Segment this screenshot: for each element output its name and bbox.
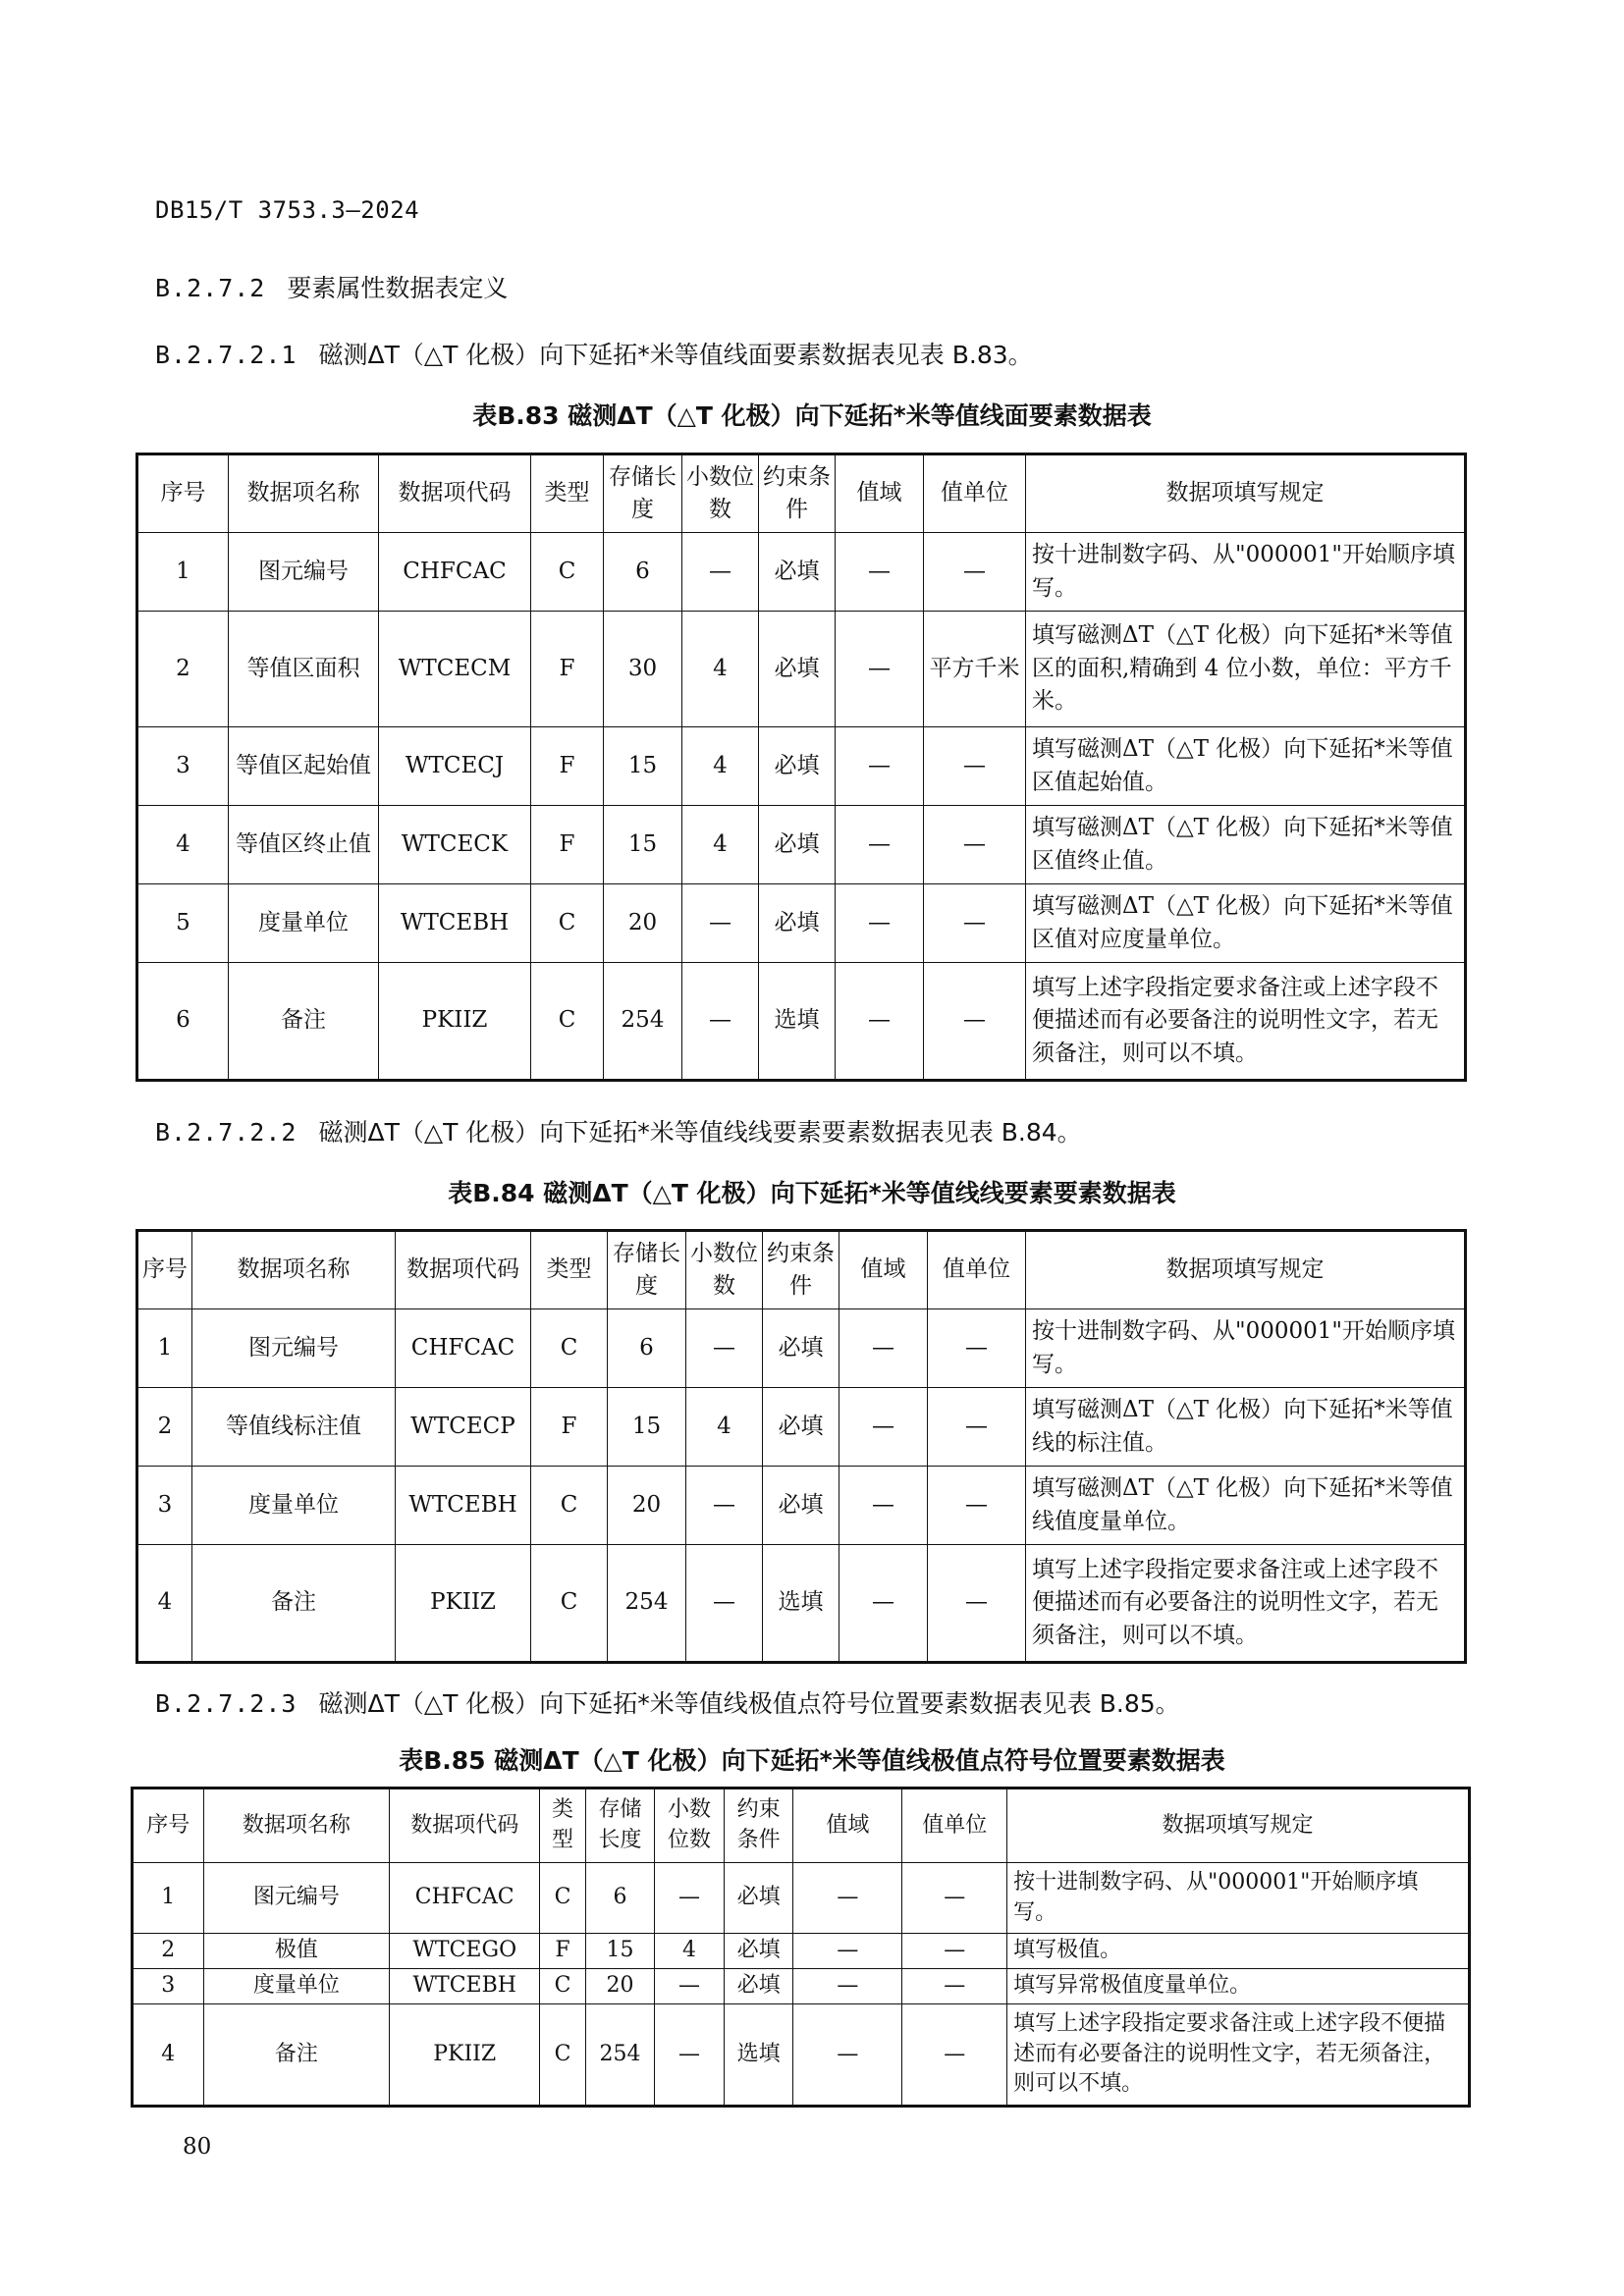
header-code: 数据项代码 bbox=[396, 1231, 531, 1309]
cell-seq: 2 bbox=[137, 612, 229, 727]
cell-seq: 2 bbox=[133, 1934, 204, 1969]
subsection-2 bbox=[155, 1113, 1082, 1148]
cell-unit: — bbox=[928, 1467, 1026, 1545]
cell-rule: 填写异常极值度量单位。 bbox=[1007, 1969, 1470, 2004]
cell-length: 20 bbox=[608, 1467, 686, 1545]
cell-domain: — bbox=[836, 806, 924, 884]
header-constraint: 约束条件 bbox=[724, 1789, 793, 1863]
cell-seq: 2 bbox=[137, 1388, 192, 1467]
cell-constraint: 必填 bbox=[759, 727, 836, 806]
section-title: 要素属性数据表定义 bbox=[287, 274, 509, 302]
cell-name: 备注 bbox=[192, 1545, 396, 1663]
cell-type: C bbox=[531, 884, 604, 963]
cell-domain: — bbox=[836, 533, 924, 612]
cell-decimals: 4 bbox=[686, 1388, 763, 1467]
cell-code: WTCEGO bbox=[390, 1934, 540, 1969]
subsection-3-text: 磁测ΔT（△T 化极）向下延拓*米等值线极值点符号位置要素数据表见表 B.85。 bbox=[318, 1689, 1180, 1718]
cell-name: 度量单位 bbox=[203, 1969, 390, 2004]
cell-seq: 6 bbox=[137, 963, 229, 1081]
cell-decimals: — bbox=[686, 1545, 763, 1663]
table-row bbox=[137, 727, 1466, 806]
cell-code: WTCECJ bbox=[379, 727, 531, 806]
header-seq: 序号 bbox=[133, 1789, 204, 1863]
cell-constraint: 必填 bbox=[763, 1309, 839, 1388]
cell-decimals: 4 bbox=[682, 806, 759, 884]
cell-seq: 4 bbox=[137, 1545, 192, 1663]
cell-length: 254 bbox=[585, 2004, 655, 2107]
subsection-3-number: B.2.7.2.3 bbox=[155, 1689, 298, 1718]
subsection-1 bbox=[155, 336, 1033, 371]
cell-constraint: 必填 bbox=[724, 1969, 793, 2004]
cell-constraint: 选填 bbox=[763, 1545, 839, 1663]
cell-length: 15 bbox=[585, 1934, 655, 1969]
cell-unit: — bbox=[928, 1545, 1026, 1663]
cell-code: CHFCAC bbox=[390, 1863, 540, 1934]
cell-seq: 1 bbox=[133, 1863, 204, 1934]
cell-decimals: — bbox=[682, 533, 759, 612]
cell-code: PKIIZ bbox=[379, 963, 531, 1081]
header-unit: 值单位 bbox=[928, 1231, 1026, 1309]
header-domain: 值域 bbox=[839, 1231, 928, 1309]
cell-constraint: 必填 bbox=[759, 533, 836, 612]
cell-name: 等值区起始值 bbox=[229, 727, 379, 806]
cell-code: WTCEBH bbox=[396, 1467, 531, 1545]
header-unit: 值单位 bbox=[902, 1789, 1007, 1863]
cell-decimals: — bbox=[682, 963, 759, 1081]
cell-seq: 3 bbox=[137, 1467, 192, 1545]
header-domain: 值域 bbox=[836, 454, 924, 533]
cell-rule: 填写磁测ΔT（△T 化极）向下延拓*米等值线值度量单位。 bbox=[1026, 1467, 1466, 1545]
table-row bbox=[133, 2004, 1470, 2107]
cell-type: C bbox=[540, 1863, 585, 1934]
cell-domain: — bbox=[793, 1969, 902, 2004]
cell-unit: 平方千米 bbox=[924, 612, 1026, 727]
table-b85-header-row bbox=[133, 1789, 1470, 1863]
cell-unit: — bbox=[924, 963, 1026, 1081]
header-rule: 数据项填写规定 bbox=[1007, 1789, 1470, 1863]
cell-name: 度量单位 bbox=[192, 1467, 396, 1545]
cell-constraint: 必填 bbox=[724, 1934, 793, 1969]
cell-domain: — bbox=[836, 727, 924, 806]
header-rule: 数据项填写规定 bbox=[1026, 454, 1466, 533]
subsection-1-number: B.2.7.2.1 bbox=[155, 341, 298, 369]
cell-rule: 填写磁测ΔT（△T 化极）向下延拓*米等值区的面积,精确到 4 位小数，单位：平方千米。 bbox=[1026, 612, 1466, 727]
cell-length: 20 bbox=[585, 1969, 655, 2004]
cell-type: F bbox=[531, 727, 604, 806]
cell-length: 30 bbox=[604, 612, 682, 727]
cell-domain: — bbox=[839, 1388, 928, 1467]
cell-name: 度量单位 bbox=[229, 884, 379, 963]
table-row bbox=[137, 612, 1466, 727]
cell-constraint: 必填 bbox=[759, 806, 836, 884]
cell-rule: 按十进制数字码、从"000001"开始顺序填写。 bbox=[1026, 533, 1466, 612]
header-type: 类型 bbox=[531, 454, 604, 533]
cell-rule: 填写上述字段指定要求备注或上述字段不便描述而有必要备注的说明性文字，若无须备注，则可以不填。 bbox=[1026, 963, 1466, 1081]
cell-domain: — bbox=[836, 963, 924, 1081]
cell-length: 6 bbox=[608, 1309, 686, 1388]
cell-length: 20 bbox=[604, 884, 682, 963]
cell-decimals: — bbox=[655, 2004, 725, 2107]
cell-name: 图元编号 bbox=[192, 1309, 396, 1388]
table-row bbox=[137, 884, 1466, 963]
cell-domain: — bbox=[836, 884, 924, 963]
cell-seq: 1 bbox=[137, 1309, 192, 1388]
cell-name: 图元编号 bbox=[203, 1863, 390, 1934]
cell-constraint: 必填 bbox=[759, 612, 836, 727]
table-row bbox=[137, 1309, 1466, 1388]
table-b83-header-row bbox=[137, 454, 1466, 533]
cell-rule: 填写磁测ΔT（△T 化极）向下延拓*米等值线的标注值。 bbox=[1026, 1388, 1466, 1467]
header-type: 类型 bbox=[540, 1789, 585, 1863]
header-type: 类型 bbox=[531, 1231, 608, 1309]
header-constraint: 约束条件 bbox=[759, 454, 836, 533]
cell-rule: 填写磁测ΔT（△T 化极）向下延拓*米等值区值对应度量单位。 bbox=[1026, 884, 1466, 963]
cell-rule: 按十进制数字码、从"000001"开始顺序填写。 bbox=[1007, 1863, 1470, 1934]
cell-code: PKIIZ bbox=[390, 2004, 540, 2107]
cell-domain: — bbox=[836, 612, 924, 727]
cell-type: C bbox=[531, 533, 604, 612]
cell-rule: 填写上述字段指定要求备注或上述字段不便描述而有必要备注的说明性文字，若无须备注，则可以不填。 bbox=[1007, 2004, 1470, 2107]
cell-constraint: 必填 bbox=[759, 884, 836, 963]
section-heading bbox=[155, 269, 508, 304]
cell-code: WTCECP bbox=[396, 1388, 531, 1467]
cell-decimals: 4 bbox=[682, 727, 759, 806]
cell-domain: — bbox=[793, 1934, 902, 1969]
cell-name: 等值区面积 bbox=[229, 612, 379, 727]
cell-name: 图元编号 bbox=[229, 533, 379, 612]
cell-type: C bbox=[540, 1969, 585, 2004]
header-seq: 序号 bbox=[137, 454, 229, 533]
cell-type: C bbox=[540, 2004, 585, 2107]
cell-domain: — bbox=[793, 2004, 902, 2107]
cell-code: WTCECM bbox=[379, 612, 531, 727]
cell-name: 备注 bbox=[229, 963, 379, 1081]
table-b84-caption: 表B.84 磁测ΔT（△T 化极）向下延拓*米等值线线要素要素数据表 bbox=[448, 1179, 1176, 1207]
cell-unit: — bbox=[924, 884, 1026, 963]
table-b83-caption: 表B.83 磁测ΔT（△T 化极）向下延拓*米等值线面要素数据表 bbox=[472, 401, 1152, 430]
header-code: 数据项代码 bbox=[390, 1789, 540, 1863]
header-decimals: 小数位数 bbox=[682, 454, 759, 533]
header-length: 存储长度 bbox=[604, 454, 682, 533]
cell-decimals: — bbox=[686, 1467, 763, 1545]
table-b85 bbox=[131, 1787, 1471, 2108]
cell-domain: — bbox=[839, 1467, 928, 1545]
cell-decimals: — bbox=[655, 1969, 725, 2004]
cell-length: 15 bbox=[604, 727, 682, 806]
cell-name: 备注 bbox=[203, 2004, 390, 2107]
cell-decimals: 4 bbox=[682, 612, 759, 727]
cell-length: 15 bbox=[608, 1388, 686, 1467]
cell-type: C bbox=[531, 1467, 608, 1545]
cell-rule: 填写上述字段指定要求备注或上述字段不便描述而有必要备注的说明性文字，若无须备注，则可以不填。 bbox=[1026, 1545, 1466, 1663]
header-name: 数据项名称 bbox=[203, 1789, 390, 1863]
cell-length: 254 bbox=[604, 963, 682, 1081]
cell-seq: 3 bbox=[137, 727, 229, 806]
table-b84-header-row bbox=[137, 1231, 1466, 1309]
cell-seq: 3 bbox=[133, 1969, 204, 2004]
table-b83 bbox=[135, 453, 1467, 1082]
cell-length: 6 bbox=[604, 533, 682, 612]
cell-type: F bbox=[531, 806, 604, 884]
table-row bbox=[133, 1969, 1470, 2004]
subsection-3 bbox=[155, 1684, 1180, 1720]
table-b84 bbox=[135, 1229, 1467, 1664]
header-domain: 值域 bbox=[793, 1789, 902, 1863]
cell-rule: 填写磁测ΔT（△T 化极）向下延拓*米等值区值终止值。 bbox=[1026, 806, 1466, 884]
cell-rule: 填写磁测ΔT（△T 化极）向下延拓*米等值区值起始值。 bbox=[1026, 727, 1466, 806]
cell-type: F bbox=[531, 1388, 608, 1467]
table-row bbox=[133, 1863, 1470, 1934]
cell-type: F bbox=[540, 1934, 585, 1969]
cell-unit: — bbox=[928, 1309, 1026, 1388]
cell-name: 等值区终止值 bbox=[229, 806, 379, 884]
header-rule: 数据项填写规定 bbox=[1026, 1231, 1466, 1309]
subsection-2-text: 磁测ΔT（△T 化极）向下延拓*米等值线线要素要素数据表见表 B.84。 bbox=[318, 1118, 1082, 1147]
header-name: 数据项名称 bbox=[229, 454, 379, 533]
cell-domain: — bbox=[839, 1309, 928, 1388]
table-row bbox=[137, 806, 1466, 884]
header-code: 数据项代码 bbox=[379, 454, 531, 533]
cell-unit: — bbox=[928, 1388, 1026, 1467]
cell-code: PKIIZ bbox=[396, 1545, 531, 1663]
cell-name: 极值 bbox=[203, 1934, 390, 1969]
table-row bbox=[137, 1388, 1466, 1467]
cell-unit: — bbox=[902, 1969, 1007, 2004]
header-constraint: 约束条件 bbox=[763, 1231, 839, 1309]
cell-unit: — bbox=[902, 2004, 1007, 2107]
header-length: 存储长度 bbox=[608, 1231, 686, 1309]
cell-seq: 5 bbox=[137, 884, 229, 963]
cell-type: C bbox=[531, 1309, 608, 1388]
table-row bbox=[137, 963, 1466, 1081]
header-unit: 值单位 bbox=[924, 454, 1026, 533]
header-length: 存储长度 bbox=[585, 1789, 655, 1863]
subsection-2-number: B.2.7.2.2 bbox=[155, 1118, 298, 1147]
header-name: 数据项名称 bbox=[192, 1231, 396, 1309]
cell-constraint: 必填 bbox=[763, 1467, 839, 1545]
cell-decimals: — bbox=[682, 884, 759, 963]
cell-rule: 填写极值。 bbox=[1007, 1934, 1470, 1969]
subsection-1-text: 磁测ΔT（△T 化极）向下延拓*米等值线面要素数据表见表 B.83。 bbox=[318, 341, 1033, 369]
cell-name: 等值线标注值 bbox=[192, 1388, 396, 1467]
header-seq: 序号 bbox=[137, 1231, 192, 1309]
document-code: DB15/T 3753.3—2024 bbox=[155, 196, 420, 224]
cell-code: WTCECK bbox=[379, 806, 531, 884]
page-number: 80 bbox=[183, 2134, 212, 2160]
header-decimals: 小数位数 bbox=[686, 1231, 763, 1309]
cell-length: 15 bbox=[604, 806, 682, 884]
cell-code: CHFCAC bbox=[396, 1309, 531, 1388]
cell-code: WTCEBH bbox=[390, 1969, 540, 2004]
cell-seq: 1 bbox=[137, 533, 229, 612]
cell-domain: — bbox=[793, 1863, 902, 1934]
table-b85-caption: 表B.85 磁测ΔT（△T 化极）向下延拓*米等值线极值点符号位置要素数据表 bbox=[399, 1746, 1225, 1775]
cell-rule: 按十进制数字码、从"000001"开始顺序填写。 bbox=[1026, 1309, 1466, 1388]
cell-seq: 4 bbox=[133, 2004, 204, 2107]
cell-unit: — bbox=[902, 1863, 1007, 1934]
cell-domain: — bbox=[839, 1545, 928, 1663]
cell-code: WTCEBH bbox=[379, 884, 531, 963]
cell-constraint: 必填 bbox=[763, 1388, 839, 1467]
table-row bbox=[137, 1545, 1466, 1663]
cell-decimals: — bbox=[655, 1863, 725, 1934]
cell-decimals: 4 bbox=[655, 1934, 725, 1969]
table-row bbox=[137, 1467, 1466, 1545]
cell-unit: — bbox=[924, 727, 1026, 806]
section-number: B.2.7.2 bbox=[155, 274, 266, 302]
cell-code: CHFCAC bbox=[379, 533, 531, 612]
cell-unit: — bbox=[924, 806, 1026, 884]
table-row bbox=[137, 533, 1466, 612]
table-row bbox=[133, 1934, 1470, 1969]
cell-length: 254 bbox=[608, 1545, 686, 1663]
cell-type: C bbox=[531, 1545, 608, 1663]
cell-constraint: 必填 bbox=[724, 1863, 793, 1934]
header-decimals: 小数位数 bbox=[655, 1789, 725, 1863]
cell-type: F bbox=[531, 612, 604, 727]
cell-unit: — bbox=[902, 1934, 1007, 1969]
cell-length: 6 bbox=[585, 1863, 655, 1934]
cell-unit: — bbox=[924, 533, 1026, 612]
cell-constraint: 选填 bbox=[759, 963, 836, 1081]
cell-constraint: 选填 bbox=[724, 2004, 793, 2107]
cell-seq: 4 bbox=[137, 806, 229, 884]
cell-decimals: — bbox=[686, 1309, 763, 1388]
cell-type: C bbox=[531, 963, 604, 1081]
